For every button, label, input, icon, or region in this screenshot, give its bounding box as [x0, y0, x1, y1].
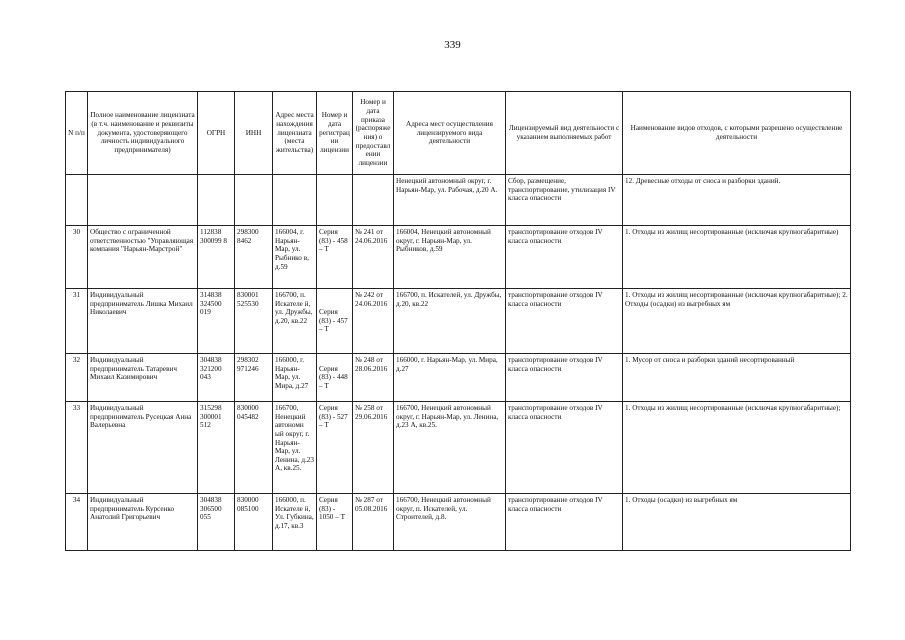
cell-works: транспортирование отходов IV класса опасности	[506, 402, 623, 494]
cell-activity-address: Ненецкий автономный округ, г. Нарьян-Мар, ул. Рабочая, д.20 А.	[394, 175, 506, 226]
cell-order: № 258 от 29.06.2016	[353, 402, 394, 494]
cell-num: 34	[66, 494, 88, 551]
cell-ogrn: 112838 300099 8	[198, 226, 235, 289]
cell-ogrn: 304838 321200 043	[198, 354, 235, 402]
license-registry-table	[65, 91, 851, 551]
cell-empty	[353, 175, 394, 226]
cell-empty	[273, 175, 317, 226]
cell-waste: 1. Отходы из жилищ несортированные (исключая крупногабаритные); 2. Отходы (осадки) из выгребных ям	[623, 289, 851, 354]
table-row	[66, 289, 851, 354]
cell-address: 166700, п. Искателе й, ул. Дружбы, д.20, кв.22	[273, 289, 317, 354]
cell-activity-address: 166000, г. Нарьян-Мар, ул. Мира, д.27	[394, 354, 506, 402]
cell-order: № 287 от 05.08.2016	[353, 494, 394, 551]
cell-works: транспортирование отходов IV класса опасности	[506, 494, 623, 551]
cell-name: Индивидуальный предприниматель Лишка Михаил Николаевич	[88, 289, 198, 354]
cell-num: 31	[66, 289, 88, 354]
cell-inn: 298300 8462	[235, 226, 273, 289]
cell-empty	[88, 175, 198, 226]
header-address: Адрес места нахождения лицензиата (места жительства)	[273, 92, 317, 175]
table-row	[66, 494, 851, 551]
cell-inn: 298302 971246	[235, 354, 273, 402]
header-ogrn: ОГРН	[198, 92, 235, 175]
header-order: Номер и дата приказа (распоряжения) о предоставлении лицензии	[353, 92, 394, 175]
cell-waste: 1. Отходы из жилищ несортированные (исключая крупногабаритные)	[623, 226, 851, 289]
cell-name: Индивидуальный предприниматель Татаревич Михаил Казимирович	[88, 354, 198, 402]
cell-activity-address: 166700, Ненецкий автономный округ, г. Нарьян-Мар, ул. Ленина, д.23 А, кв.25.	[394, 402, 506, 494]
cell-address: 166000, г. Нарьян-Мар, ул. Мира, д.27	[273, 354, 317, 402]
cell-license: Серия (83) - 457 – Т	[317, 289, 353, 354]
cell-order: № 242 от 24.06.2016	[353, 289, 394, 354]
cell-inn: 830000 045482	[235, 402, 273, 494]
cell-activity-address: 166004, Ненецкий автономный округ, г. Нарьян-Мар, ул. Рыбников, д.59	[394, 226, 506, 289]
header-activity-address: Адреса мест осуществления лицензируемого вида деятельности	[394, 92, 506, 175]
cell-waste: 12. Древесные отходы от сноса и разборки зданий.	[623, 175, 851, 226]
header-waste: Наименование видов отходов, с которыми разрешено осуществление деятельности	[623, 92, 851, 175]
cell-works: транспортирование отходов IV класса опасности	[506, 226, 623, 289]
header-works: Лицензируемый вид деятельности с указанием выполняемых работ	[506, 92, 623, 175]
cell-address: 166004, г. Нарьян-Мар, ул. Рыбнико в, д.59	[273, 226, 317, 289]
cell-empty	[235, 175, 273, 226]
cell-address: 166000, п. Искателе й, Ул. Губкина, д.17, кв.3	[273, 494, 317, 551]
cell-works: транспортирование отходов IV класса опасности	[506, 289, 623, 354]
header-license: Номер и дата регистрации лицензии	[317, 92, 353, 175]
table-row-continuation	[66, 175, 851, 226]
cell-works: Сбор, размещение, транспортирование, утилизация IV класса опасности	[506, 175, 623, 226]
cell-num: 33	[66, 402, 88, 494]
cell-ogrn: 304838 306500 055	[198, 494, 235, 551]
cell-license: Серия (83) - 527 – Т	[317, 402, 353, 494]
cell-name: Индивидуальный предприниматель Курсенко Анатолий Григорьевич	[88, 494, 198, 551]
cell-num: 30	[66, 226, 88, 289]
page-number: 339	[444, 39, 461, 51]
cell-name: Общество с ограниченной ответственностью "Управляющая компания "Нарьян-Марстрой"	[88, 226, 198, 289]
table-row	[66, 354, 851, 402]
header-inn: ИНН	[235, 92, 273, 175]
header-num: N п/п	[66, 92, 88, 175]
cell-empty	[66, 175, 88, 226]
table-row	[66, 402, 851, 494]
cell-inn: 830000 085100	[235, 494, 273, 551]
cell-order: № 241 от 24.06.2016	[353, 226, 394, 289]
cell-license: Серия (83) - 1050 – Т	[317, 494, 353, 551]
cell-license: Серия (83) - 458 – Т	[317, 226, 353, 289]
cell-num: 32	[66, 354, 88, 402]
cell-waste: 1. Отходы (осадки) из выгребных ям	[623, 494, 851, 551]
cell-waste: 1. Отходы из жилищ несортированные (исключая крупногабаритные);	[623, 402, 851, 494]
cell-name: Индивидуальный предприниматель Русецкая Анна Валерьевна	[88, 402, 198, 494]
header-name: Полное наименование лицензиата (в т.ч. наименование и реквизиты документа, удостоверяющего личность индивидуального предпринимателя)	[88, 92, 198, 175]
cell-ogrn: 315298 300001 512	[198, 402, 235, 494]
cell-inn: 830001 525530	[235, 289, 273, 354]
cell-order: № 248 от 28.06.2016	[353, 354, 394, 402]
cell-activity-address: 166700, Ненецкий автономный округ, п. Искателей, ул. Строителей, д.8.	[394, 494, 506, 551]
cell-waste: 1. Мусор от сноса и разборки зданий несортированный	[623, 354, 851, 402]
cell-empty	[317, 175, 353, 226]
cell-address: 166700, Ненецкий автономн ый округ, г. Нарьян-Мар, ул. Ленина, д.23 А, кв.25.	[273, 402, 317, 494]
cell-ogrn: 314838 324500 019	[198, 289, 235, 354]
cell-empty	[198, 175, 235, 226]
table-row	[66, 226, 851, 289]
cell-license: Серия (83) - 448 – Т	[317, 354, 353, 402]
cell-works: транспортирование отходов IV класса опасности	[506, 354, 623, 402]
cell-activity-address: 166700, п. Искателей, ул. Дружбы, д.20, кв.22	[394, 289, 506, 354]
table-header-row	[66, 92, 851, 175]
